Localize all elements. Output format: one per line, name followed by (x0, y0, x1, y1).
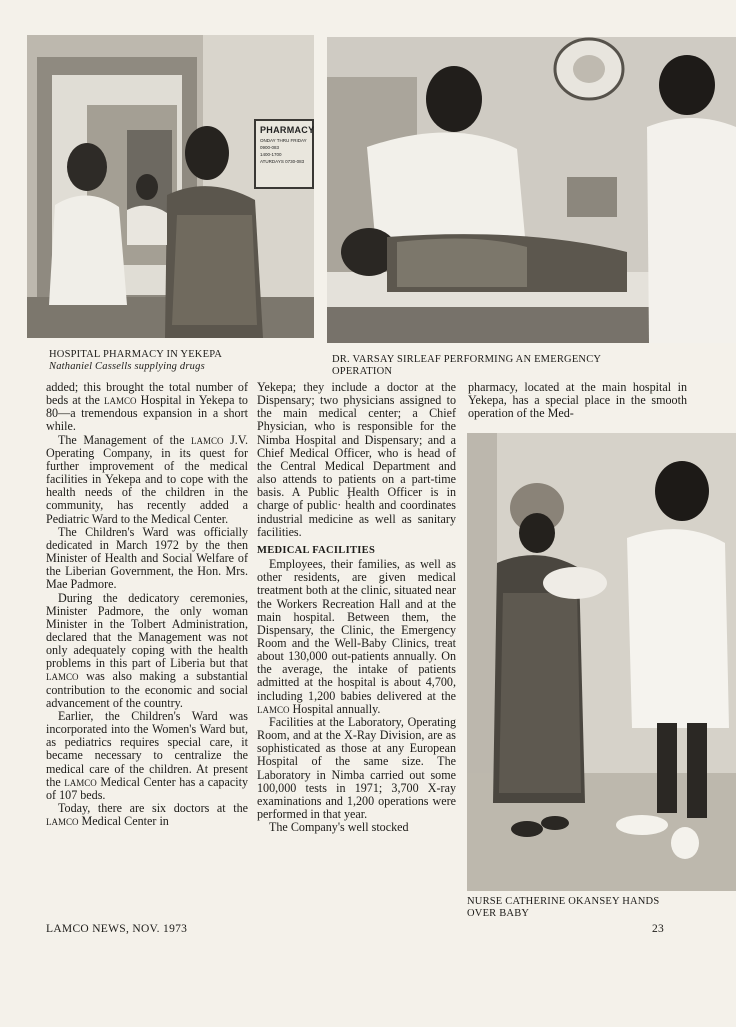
pharmacy-sign-line: ONDAY THRU FRIDAY (260, 138, 307, 143)
pharmacy-sign (254, 119, 314, 189)
photo-operation-art (327, 37, 736, 343)
caption-nurse (467, 896, 667, 920)
paragraph: Yekepa; they include a doctor at the Dispensary; two physicians assigned to the main medical center; a Chief Physician, who is responsible for the Nimba Hospital and Dispensary; and a Chief Medical Officer, who is head of the Central Medical Department and also attends to patients on a part-time basis. A Public Ḩealth Officer is in charge of public· health and coordinates industrial medicine as well as sanitary facilities. (257, 380, 456, 539)
paragraph: Facilities at the Laboratory, Operating Room, and at the X-Ray Division, are as sophisticated as those at any European Hospital of the same size. The Laboratory in Nimba carried out some 100,000 tests in 1971; 3,700 X-ray examinations and 1,200 operations were performed in that year. (257, 714, 456, 821)
section-heading: MEDICAL FACILITIES (257, 544, 376, 556)
caption-pharmacy (49, 349, 319, 373)
photo-emergency-operation (327, 37, 736, 343)
paragraph: The Children's Ward was officially dedicated in March 1972 by the then Minister of Health and Social Welfare of the Liberian Government, the Hon. Mrs. Mae Padmore. (46, 524, 248, 592)
paragraph: During the dedicatory ceremonies, Minister Padmore, the only woman Minister in the Tolbert Administration, declared that the Management was not only adequately coping with the health problems in this part of Liberia but that lamco was also making a substantial contribution to the economic and social advancement of the country. (46, 590, 248, 710)
paragraph: The Management of the lamco J.V. Operating Company, in its quest for further improvement of the medical facilities in Yekepa and to cope with the health needs of the children in the community, has recently added a Pediatric Ward to the Medical Center. (46, 432, 248, 526)
footer-publication: LAMCO NEWS, NOV. 1973 (46, 923, 188, 935)
brand-name: lamco (191, 432, 224, 447)
pharmacy-sign-line: 0900-083 (260, 145, 280, 150)
caption-pharmacy-title: HOSPITAL PHARMACY IN YEKEPA (49, 349, 223, 360)
article-column-1 (46, 381, 248, 828)
caption-pharmacy-subtitle: Nathaniel Cassells supplying drugs (49, 361, 205, 372)
footer-page-number: 23 (652, 923, 665, 935)
caption-operation-title: DR. VARSAY SIRLEAF PERFORMING AN EMERGENCY OPERATION (332, 354, 601, 377)
paragraph: The Company's well stocked (269, 820, 409, 835)
caption-nurse-title: NURSE CATHERINE OKANSEY HANDS OVER BABY (467, 896, 660, 919)
paragraph: Today, there are six doctors at the lamco Medical Center in (46, 801, 248, 829)
caption-operation (332, 354, 662, 378)
pharmacy-sign-line: ATURDAYS 0730-083 (260, 159, 305, 164)
paragraph: pharmacy, located at the main hospital in Yekepa, has a special place in the smooth operation of the Med- (468, 380, 687, 421)
brand-name: lamco (46, 669, 79, 684)
paragraph: added; this brought the total number of beds at the lamco Hospital in Yekepa to 80—a tremendous expansion in a short while. (46, 380, 248, 434)
brand-name: lamco (64, 774, 97, 789)
photo-nurse-art (467, 433, 736, 891)
pharmacy-sign-line: 1400-1700 (260, 152, 282, 157)
article-column-2 (257, 381, 456, 834)
brand-name: lamco (103, 393, 137, 408)
paragraph: Employees, their families, as well as other residents, are given medical treatment both at the clinic, situated near the Workers Recreation Hall and at the main hospital. Between them, the Dispensary, the Clinic, the Emergency Room and the Well-Baby Clinics, treat about 130,000 out-patients annually. On the average, the intake of patients admitted at the hospital is about 4,700, including 1,200 babies delivered at the lamco Hospital annually. (257, 557, 456, 716)
brand-name: lamco (46, 814, 79, 829)
photo-hospital-pharmacy (27, 35, 314, 338)
article-column-3 (468, 381, 687, 420)
paragraph: Earlier, the Children's Ward was incorporated into the Women's Ward but, as pediatrics requires special care, it became necessary to centralize the medical care of the children. At present the lamco Medical Center has a capacity of 107 beds. (46, 708, 248, 802)
brand-name: lamco (257, 701, 290, 716)
pharmacy-sign-title: PHARMACY (260, 125, 314, 135)
photo-nurse-baby (467, 433, 736, 891)
